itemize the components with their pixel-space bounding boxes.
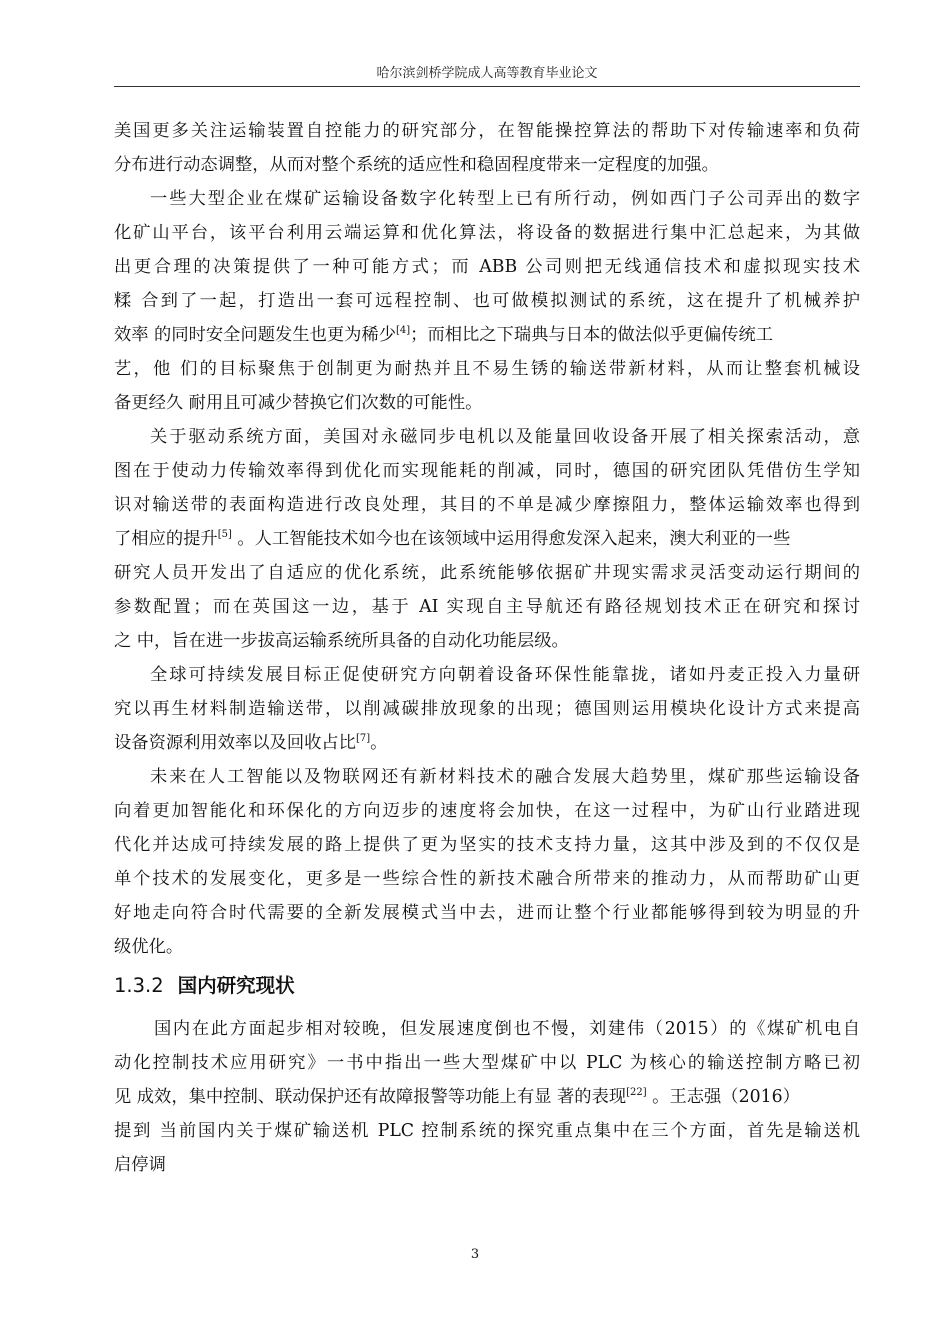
text-line: 关于驱动系统方面，美国对永磁同步电机以及能量回收设备开展了相关探索活动，意 [150, 427, 860, 447]
text-line: 出更合理的决策提供了一种可能方式；而 ABB 公司则把无线通信技术和虚拟现实技术 [114, 257, 860, 277]
text-segment: ；而相比之下瑞典与日本的做法似乎更偏传统工 [410, 325, 774, 345]
text-segment: 效率 的同时安全问题发生也更为稀少 [114, 325, 396, 345]
text-line: 美国更多关注运输装置自控能力的研究部分，在智能操控算法的帮助下对传输速率和负荷 [114, 121, 860, 141]
text-line: 未来在人工智能以及物联网还有新材料技术的融合发展大趋势里，煤矿那些运输设备 [150, 767, 860, 787]
text-segment: 设备资源利用效率以及回收占比 [114, 733, 356, 753]
text-line: 艺，他 们的目标聚焦于创制更为耐热并且不易生锈的输送带新材料，从而让整套机械设 [114, 359, 860, 379]
page-header: 哈尔滨剑桥学院成人高等教育毕业论文 [376, 66, 598, 81]
text-line: 分布进行动态调整，从而对整个系统的适应性和稳固程度带来一定程度的加强。 [114, 155, 719, 175]
text-line: 一些大型企业在煤矿运输设备数字化转型上已有所行动，例如西门子公司弄出的数字 [150, 189, 860, 209]
text-segment: 。王志强（2016） [646, 1087, 800, 1107]
citation-ref: [4] [396, 325, 411, 337]
text-line: 糅 合到了一起，打造出一套可远程控制、也可做模拟测试的系统，这在提升了机械养护 [114, 291, 860, 311]
citation-ref: [5] [217, 529, 232, 541]
document-body [114, 114, 860, 1182]
text-segment: 。人工智能技术如今也在该领域中运用得愈发深入起来，澳大利亚的一些 [231, 529, 791, 549]
paragraph [114, 420, 860, 658]
text-line: 之 中，旨在进一步拔高运输系统所具备的自动化功能层级。 [114, 631, 569, 651]
paragraph [114, 182, 860, 420]
text-segment: 了相应的提升 [114, 529, 218, 549]
text-line: 提到 当前国内关于煤矿输送机 PLC 控制系统的探究重点集中在三个方面，首先是输送机 [114, 1121, 860, 1141]
section-number: 1.3.2 [114, 974, 164, 997]
section-heading [114, 966, 860, 1006]
text-line: 备更经久 耐用且可减少替换它们次数的可能性。 [114, 393, 483, 413]
text-line: 动化控制技术应用研究》一书中指出一些大型煤矿中以 PLC 为核心的输送控制方略已初 [114, 1053, 860, 1073]
text-line: 化矿山平台，该平台利用云端运算和优化算法，将设备的数据进行集中汇总起来，为其做 [114, 223, 860, 243]
paragraph [114, 114, 860, 182]
paragraph [114, 1012, 860, 1182]
text-line: 研究人员开发出了自适应的优化系统，此系统能够依据矿井现实需求灵活变动运行期间的 [114, 563, 860, 583]
text-line: 国内在此方面起步相对较晚，但发展速度倒也不慢，刘建伟（2015）的《煤矿机电自 [154, 1019, 860, 1039]
text-line: 图在于使动力传输效率得到优化而实现能耗的削减，同时，德国的研究团队凭借仿生学知 [114, 461, 860, 481]
page-number: 3 [470, 1247, 480, 1262]
text-segment: 。 [370, 733, 388, 753]
paragraph [114, 658, 860, 760]
citation-ref: [7] [355, 733, 371, 745]
text-line: 究以再生材料制造输送带，以削减碳排放现象的出现；德国则运用模块化设计方式来提高 [114, 699, 860, 719]
text-line: 好地走向符合时代需要的全新发展模式当中去，进而让整个行业都能够得到较为明显的升 [114, 903, 860, 923]
text-line [114, 726, 860, 760]
text-line [114, 522, 860, 556]
text-line: 全球可持续发展目标正促使研究方向朝着设备环保性能靠拢，诸如丹麦正投入力量研 [150, 665, 860, 685]
section-title: 国内研究现状 [177, 974, 295, 997]
header-divider [114, 86, 860, 87]
text-line: 参数配置；而在英国这一边，基于 AI 实现自主导航还有路径规划技术正在研究和探讨 [114, 597, 860, 617]
text-line [114, 318, 860, 352]
text-line: 向着更加智能化和环保化的方向迈步的速度将会加快，在这一过程中，为矿山行业踏进现 [114, 801, 860, 821]
text-line [114, 1080, 860, 1114]
text-line: 启停调 [114, 1155, 166, 1175]
text-line: 识对输送带的表面构造进行改良处理，其目的不单是减少摩擦阻力，整体运输效率也得到 [114, 495, 860, 515]
citation-ref: [22] [626, 1087, 647, 1099]
text-line: 代化并达成可持续发展的路上提供了更为坚实的技术支持力量，这其中涉及到的不仅仅是 [114, 835, 860, 855]
text-line: 单个技术的发展变化，更多是一些综合性的新技术融合所带来的推动力，从而帮助矿山更 [114, 869, 860, 889]
text-line: 级优化。 [114, 937, 184, 957]
paragraph [114, 760, 860, 964]
text-segment: 见 成效，集中控制、联动保护还有故障报警等功能上有显 著的表现 [114, 1087, 627, 1107]
